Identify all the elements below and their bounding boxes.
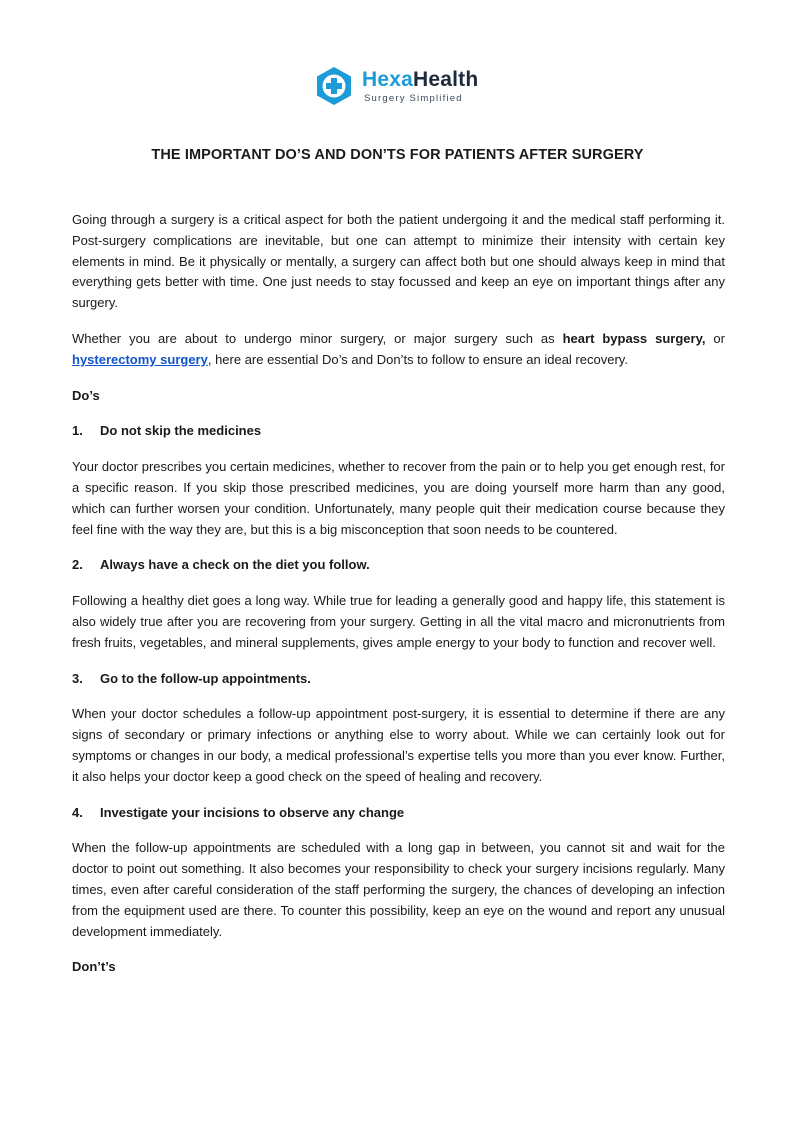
donts-heading: Don’t’s xyxy=(72,959,116,975)
brand-name-part1: Hexa xyxy=(362,67,414,91)
item-number: 3. xyxy=(72,670,83,686)
dos-item-body: Following a healthy diet goes a long way. While true for leading a generally good and happy life, this statement is also widely true after you are recovering from your surgery. Getting in all the vital macro and micronutrients from fresh fruits, vegetables, and mineral supplements, gives ample energy to your body to function and recover well. xyxy=(72,593,725,650)
intro-text-start: Whether you are about to undergo minor surgery, or major surgery such as xyxy=(72,330,563,346)
dos-item-heading xyxy=(72,669,725,690)
intro-paragraph: Going through a surgery is a critical aspect for both the patient undergoing it and the medical staff performing it. Post-surgery complications are inevitable, but one can attempt to minimize their intensity with certain key elements in mind. Be it physically or mentally, a surgery can affect both but one should always keep in mind that everything gets better with time. One just needs to stay focussed and keep an eye on important things after any surgery. xyxy=(72,212,725,311)
item-title: Always have a check on the diet you follow. xyxy=(100,557,370,573)
page-title: THE IMPORTANT DO’S AND DON’TS FOR PATIENTS AFTER SURGERY xyxy=(151,147,644,163)
dos-heading: Do’s xyxy=(72,387,100,403)
item-number: 2. xyxy=(72,557,83,573)
brand-tagline: Surgery Simplified xyxy=(364,92,463,104)
hexagon-cross-icon xyxy=(314,66,354,106)
hysterectomy-surgery-link[interactable]: hysterectomy surgery xyxy=(72,351,208,367)
article-body xyxy=(72,210,725,993)
dos-item-heading xyxy=(72,803,725,824)
brand-name xyxy=(362,69,478,91)
dos-item-body: When the follow-up appointments are scheduled with a long gap in between, you cannot sit and wait for the doctor to point out something. It also becomes your responsibility to check your surgery incisions regularly. Many times, even after careful consideration of the staff performing the surgery, the chances of developing an infection from the equipment used are there. To counter this possibility, keep an eye on the wound and report any unusual development immediately. xyxy=(72,840,725,939)
dos-item-heading xyxy=(72,555,725,576)
heart-bypass-text: heart bypass surgery, xyxy=(562,330,706,346)
intro-paragraph-2 xyxy=(72,329,725,371)
hexahealth-logo xyxy=(314,64,478,108)
item-number: 1. xyxy=(72,423,83,439)
intro-text-mid: or xyxy=(705,330,725,346)
dos-item-body: Your doctor prescribes you certain medicines, whether to recover from the pain or to help you get enough rest, for a specific reason. If you skip those prescribed medicines, you are doing yourself more harm than any good, which can further worsen your condition. Unfortunately, many people quit their medication course because they feel fine with the way they are, but this is a big misconception that soon needs to be countered. xyxy=(72,459,725,537)
dos-item-heading xyxy=(72,421,725,442)
item-number: 4. xyxy=(72,804,83,820)
item-title: Go to the follow-up appointments. xyxy=(100,670,311,686)
item-title: Do not skip the medicines xyxy=(100,423,262,439)
dos-item-body: When your doctor schedules a follow-up appointment post-surgery, it is essential to determine if there are any signs of secondary or primary infections or anything else to worry about. While we can certainly look out for symptoms or changes in our body, a medical professional’s expertise tells you more than you ever know. Further, it also helps your doctor keep a good check on the speed of healing and recovery. xyxy=(72,706,725,784)
intro-text-end: , here are essential Do’s and Don’ts to follow to ensure an ideal recovery. xyxy=(207,351,628,367)
item-title: Investigate your incisions to observe any change xyxy=(100,804,405,820)
brand-name-part2: Health xyxy=(413,67,479,91)
